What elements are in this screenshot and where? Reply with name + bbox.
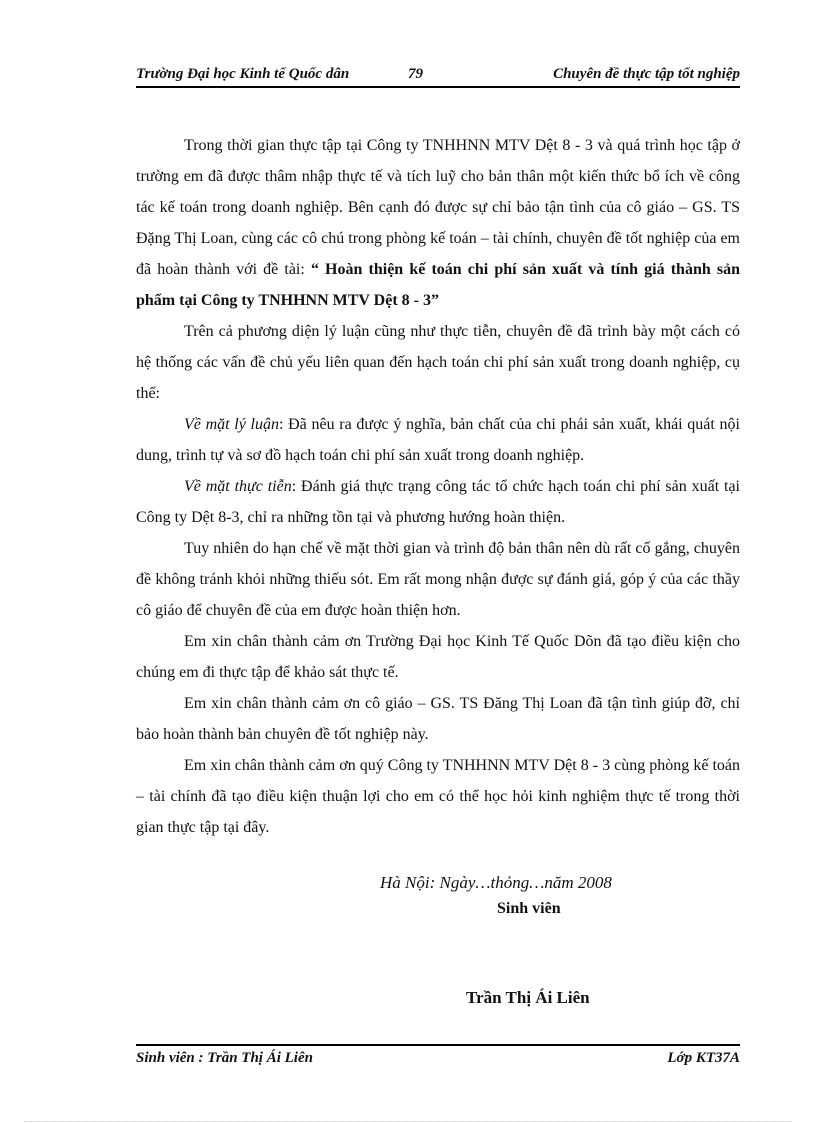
paragraph-theory <box>136 409 740 471</box>
page-bottom-border <box>24 1121 792 1122</box>
header-university: Trường Đại học Kinh tế Quốc dân <box>136 66 350 82</box>
paragraph-intro <box>136 130 740 316</box>
practice-label: Về mặt thực tiễn <box>184 478 292 495</box>
paragraph-practice <box>136 471 740 533</box>
theory-text: : Đã nêu ra được ý nghĩa, bản chất của chi phái sản xuất, khái quát nội dung, trình tự và sơ đồ hạch toán chi phí sản xuất trong doanh nghiệp. <box>136 416 741 464</box>
footer-student: Sinh viên : Trần Thị Ái Liên <box>136 1050 313 1066</box>
conclusion-body <box>136 130 740 843</box>
footer-class: Lớp KT37A <box>667 1050 740 1066</box>
page-header <box>136 64 740 88</box>
header-page-number: 79 <box>408 66 423 82</box>
paragraph-thanks-supervisor: Em xin chân thành cảm ơn cô giáo – GS. TS Đăng Thị Loan đã tận tình giúp đỡ, chỉ bảo hoàn thành bản chuyên đề tốt nghiệp này. <box>136 695 740 743</box>
paragraph-scope: Trên cả phương diện lý luận cũng như thực tiễn, chuyên đề đã trình bày một cách có hệ thống các vấn đề chủ yếu liên quan đến hạch toán chi phí sản xuất trong doanh nghiệp, cụ thể: <box>136 323 740 402</box>
place-date: Hà Nội: Ngày…thỏng…năm 2008 <box>380 873 612 892</box>
signature-name: Trần Thị Ái Liên <box>466 988 590 1007</box>
intro-text: Trong thời gian thực tập tại Công ty TNHHNN MTV Dệt 8 - 3 và quá trình học tập ở trường em đã được thâm nhập thực tế và tích luỹ cho bản thân một kiến thức bổ ích về công tác kế toán trong doanh nghiệp. Bên cạnh đó được sự chỉ bảo tận tình của cô giáo – GS. TS Đặng Thị Loan, cùng các cô chú trong phòng kế toán – tài chính, chuyên đề tốt nghiệp của em đã hoàn thành với đề tài: <box>136 137 740 278</box>
paragraph-thanks-company: Em xin chân thành cảm ơn quý Công ty TNHHNN MTV Dệt 8 - 3 cùng phòng kế toán – tài chính đã tạo điều kiện thuận lợi cho em có thể học hỏi kinh nghiệm thực tế trong thời gian thực tập tại đây. <box>136 757 740 836</box>
page-footer <box>136 1044 740 1070</box>
header-document-type: Chuyên đề thực tập tốt nghiệp <box>553 66 740 82</box>
thesis-title: “ Hoàn thiện kế toán chi phí sản xuất và tính giá thành sản phẩm tại Công ty TNHHNN MTV Dệt 8 - 3” <box>136 261 740 309</box>
paragraph-thanks-university: Em xin chân thành cảm ơn Trường Đại học Kinh Tế Quốc Dõn đã tạo điều kiện cho chúng em đi thực tập để khảo sát thực tế. <box>136 633 740 681</box>
signature-role: Sinh viên <box>497 900 561 917</box>
practice-text: : Đánh giá thực trạng công tác tổ chức hạch toán chi phí sản xuất tại Công ty Dệt 8-3, chỉ ra những tồn tại và phương hướng hoàn thiện. <box>136 478 741 526</box>
paragraph-limitations: Tuy nhiên do hạn chế về mặt thời gian và trình độ bản thân nên dù rất cố gắng, chuyên đề không tránh khỏi những thiếu sót. Em rất mong nhận được sự đánh giá, góp ý của các thầy cô giáo để chuyên đề của em được hoàn thiện hơn. <box>136 540 740 619</box>
theory-label: Về mặt lý luận <box>184 416 279 433</box>
